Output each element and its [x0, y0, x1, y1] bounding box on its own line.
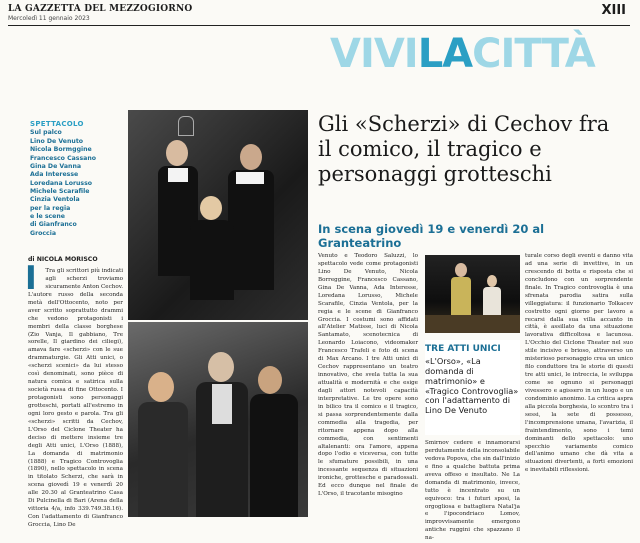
credits-line: Michele Scarafile — [30, 187, 90, 195]
section-title-part3: CITTÀ — [472, 31, 595, 77]
credits-line: Groccia — [30, 229, 57, 237]
credits-line: Gina De Vanna — [30, 162, 82, 170]
credits-line: e le scene — [30, 213, 65, 221]
credits-line: Ada Interesse — [30, 171, 79, 179]
body-column-1 — [28, 265, 123, 528]
credits-label: SPETTACOLO — [30, 120, 84, 128]
box-kicker: TRE ATTI UNICI — [425, 344, 501, 354]
body-column-2: Venuto e Teodoro Saluzzi, lo spettacolo vede come protagonisti Lino De Venuto, Nicola Borreggine, Francesco Cassano, Gina De Vanna, Ada Interesse, Loredana Lorusso, Michele Scarafile, Cinzia Ventola, per la regia e le scene di Gianfranco Groccia. I costumi sono affidati all'Atelier Matisse, luci di Nicola Santamato, scenotecnica di Leonardo Loiacono, videomaker Francesco Trafeli e foto di scena di Max Arcano. I tre Atti unici di Cechov rappresentano un teatro innovativo, che svela tutta la sua attualità e modernità e che esige dagli attori notevoli capacità interpretative. Le tre opere sono in bilico tra il comico e il tragico, si passa sorprendentemente dalla commedia alla tragedia, per ritornare appena dopo alla commedia, con sentimenti altalenanti: ora l'amore, appena dopo l'odio e viceversa, con tutte le sfumature possibili, in una incessante sequenza di situazioni ironiche, grottesche e paradossali. Ed ecco dunque nel finale de L'Orso, il tracotante misogino — [318, 253, 418, 498]
body-column-3: Smirnov cedere e innamorarsi perdutamente della inconsolabile vedova Popova, che sin dall'inizio e fino a qualche battuta prima aveva offeso e insultato. Ne La domanda di matrimonio, invece, tutto è incentrato su un equivoco: tra i futuri sposi, la orgogliosa e battagliera Natal'ja e l'ipocondriaco Lomov, improvvisamente emergono antiche ruggini che spazzano il na- — [425, 440, 520, 542]
header-rule — [8, 25, 630, 26]
body-text: Tra gli scrittori più indicati agli scherzi troviamo sicuramente Anton Cechov. L'autore russo della seconda metà dell'Ottocento, noto per aver scritto soprattutto drammi che vedono protagonisti i membri della classe borghese (Zio Vanja, Il gabbiano, Tre sorelle, Il giardino dei ciliegi), amava fare «scherzi» con le sue drammaturgie. Gli Atti unici, o «scherzi scenici» da lui stesso così denominati, sono pièce di natura comica e satirica sulla società russa di fine Ottocento. I protagonisti sono personaggi grotteschi, portati all'estremo in ogni loro gesto e parola. Tra gli «scherzi» scritti da Cechov, L'Orso del Ciclone Theater ha deciso di mettere insieme tre degli Atti unici, L'Orso (1888), La domanda di matrimonio (1888) e Tragico Controvoglia (1890), nello spettacolo in scena in titolato Scherzi, che sarà in scena giovedì 19 e venerdì 20 alle 20.30 al Granteatrino Casa Di Pulcinella di Bari (Arena della vittoria 4/a, info 339.749.38.16). Con l'adattamento di Gianfranco Groccia, Lino De — [28, 268, 123, 528]
section-title-part2: LA — [417, 31, 473, 77]
body-column-4: turale corso degli eventi e danno vita ad una serie di invettive, in un crescendo di botta e risposta che si concludono con un sorprendente finale. In Tragico controvoglia è una sfrenata parodia satira sulla villeggiatura: il funzionario Tolkacev costretto ogni giorno per lavoro a recarsi dalla sua villa accanto in città, è assillato da una situazione lavorativa difficoltosa e lacunosa. L'Occhio del Ciclone Theater nel suo stile incisivo e brioso, attraverso un misterioso personaggio crea un unico filo conduttore tra le storie di questi tre atti unici, le intreccia, le sviluppa come se ognuno si personaggi vivessero e agissero in un luogo e un condominio anonimo. La critica aspra alla piccola borghesia, lo scontro tra i sessi, la sete di possesso, l'incomprensione umana, l'avarizia, il fraintendimento, sono i temi dominanti dello spettacolo: uno specchio variamente comico dell'animo umano che dà vita a situazioni divertenti, a forti emozioni e inevitabili riflessioni. — [525, 253, 633, 474]
drop-cap-decoration: ▍ — [28, 265, 44, 289]
credits-line: di Gianfranco — [30, 221, 77, 229]
byline: di NICOLA MORISCO — [28, 256, 98, 263]
stage-photo-bottom — [128, 322, 308, 517]
article-subtitle: In scena giovedì 19 e venerdì 20 al Granteatrino — [318, 222, 545, 250]
newspaper-name: LA GAZZETTA DEL MEZZOGIORNO — [8, 4, 193, 14]
credits-line: Nicola Bormggine — [30, 146, 92, 154]
stage-photo-top — [128, 110, 308, 320]
credits-sidebar — [30, 120, 120, 238]
credits-line: Lino De Venuto — [30, 137, 84, 145]
issue-date: Mercoledì 11 gennaio 2023 — [8, 15, 90, 22]
section-title-part1: VIVI — [330, 31, 418, 77]
sidebar-box — [425, 340, 520, 435]
credits-line: Sul palco — [30, 129, 62, 137]
credits-line: Francesco Cassano — [30, 154, 96, 162]
credits-line: Loredana Lorusso — [30, 179, 93, 187]
stage-photo-small — [425, 255, 520, 333]
credits-line: Cinzia Ventola — [30, 196, 80, 204]
page-number: XIII — [601, 3, 626, 18]
article-title: Gli «Scherzi» di Cechov fra il comico, il tragico e personaggi grotteschi — [318, 112, 610, 186]
section-title — [330, 31, 595, 77]
credits-line: per la regia — [30, 204, 71, 212]
box-title: «L'Orso», «La domanda di matrimonio» e «Tragico Controvoglia» con l'adattamento di Lino De Venuto — [425, 356, 519, 416]
